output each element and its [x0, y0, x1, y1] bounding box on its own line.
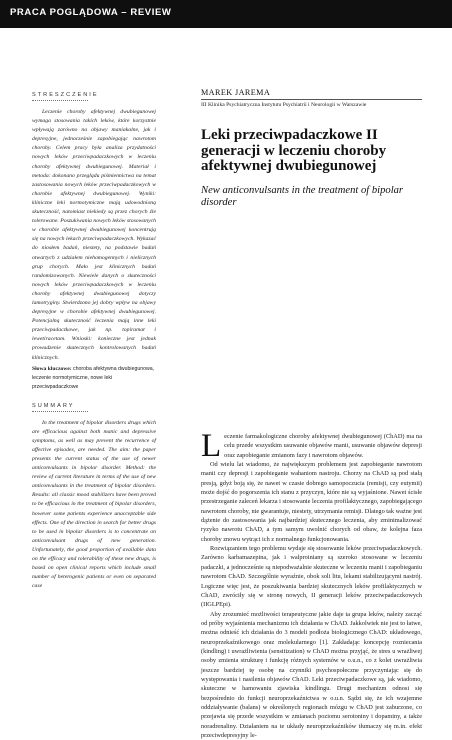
body-paragraph-1: [201, 428, 422, 464]
abstract-en-heading: SUMMARY: [32, 403, 88, 412]
abstract-pl-heading: STRESZCZENIE: [32, 92, 88, 101]
body-paragraph-2: Od wielu lat wiadomo, że największym problemem jest zapobieganie nawrotom manii czy depresji i zapobieganie wahaniom nastroju. Chorzy na ChAD są pod stałą presją, gdyż boją się, że nawet w czasie dobrego samopoczucia (remisji, czy eutymii) może dojść do pogorszenia ich stanu z przyczyn, które nie są wyjaśnione. Nawet ścisłe przestrzeganie zaleceń lekarza i stosowanie leczenia profilaktycznego, zapobiegającego nawrotom choroby, nie gwarantuje, niestety, utrzymania remisji. Dlatego tak ważne jest dążenie do zastosowania jak najbardziej skutecznego leczenia, aby zminimalizować ryzyko nawrotu ChAD, a tym samym uwolnić chorych od obaw, że kolejna faza choroby znowu wytrąci ich z normalnego funkcjonowania.: [201, 461, 422, 543]
body-paragraph-1-text: eczenie farmakologiczne choroby afektywnej dwubiegunowej (ChAD) ma na celu przede wszystkim usuwanie objawów manii, usuwanie objawów depresji oraz zapobieganie zmianom fazy i nawrotom objawów.: [224, 433, 422, 459]
article-body: [201, 428, 422, 740]
keywords-label: Słowa kluczowe:: [32, 365, 72, 372]
keywords: [32, 365, 156, 392]
body-paragraph-3: Rozwiązaniem tego problemu wydaje się stosowanie leków przeciwpadaczkowych. Zarówno karbamazepina, jak i walproiniany są szeroko stosowane w leczeniu padaczki, a jednocześnie są niepodważalnie skuteczne w leczeniu manii i zapobieganiu nawrotom ChAD. Szczególnie wyraźnie, obok soli litu, lekami stabilizującymi nastrój. Logiczne więc jest, że poszukiwania bardziej skutecznych leków profilaktycznych w ChAD, zwróciły się w stronę nowych, II generacji leków przeciwpadaczkowych (IIGLPEpi).: [201, 545, 422, 609]
article-head: [201, 88, 422, 209]
keywords-text: choroba afektywna dwubiegunowa, leczenie normotymiczne, nowe leki przeciwpadaczkowe: [32, 365, 155, 390]
author-affiliation: III Klinika Psychiatryczna Instytutu Psychiatrii i Neurologii w Warszawie: [201, 99, 422, 108]
abstract-pl-text: Leczenie choroby afektywnej dwubiegunowej wymaga stosowania takich leków, które korzystnie wpływają zarówno na objawy maniakalne, jak i depresyjne, jednocześnie zapobiegając nawrotom choroby. Celem pracy była analiza przydatności nowych leków przeciwpadaczkowych w leczeniu choroby afektywnej dwubiegunowej. Materiał i metoda: dokonano przeglądu piśmiennictwa na temat zastosowania nowych leków przeciwpadaczkowych w chorobie afektywnej dwubiegunowej. Wyniki: kliniczne leki normotymiczne mają udowodnioną skuteczność, natomiast niekiedy są przez chorych źle tolerowane. Poszukiwania nowych leków stosowanych w chorobie afektywnej dwubiegunowej koncentrują się na nowych lekach przeciwpadaczkowych. Wykazać do niosłem badań, niestety, na podstawie badań otwartych z udziałem niehomogennych i nielicznych grup chorych. Mało jest klinicznych badań randomizowanych. Niewiele danych o skuteczności nowych leków przeciwpadaczkowych w leczeniu choroby afektywnej dwubiegunowej dotyczy lamotryginy. Stwierdzono jej dobry wpływ na objawy depresyjne w chorobie afektywnej dwubiegunowej. Potencjalną skuteczność leczenia mają inne leki przeciwpadaczkowe, jak np. topiramat i lewetiracetam. Wnioski: konieczne jest jednak prowadzenie skutecznych kontrolowanych badań klinicznych.: [32, 109, 156, 361]
body-paragraph-4: Aby zrozumieć możliwości terapeutyczne jakie daje ta grupa leków, należy zacząć od próby wyjaśnienia mechanizmu ich działania w ChAD. Jakkolwiek nie jest to łatwe, można odnieść ich działania do 3 modeli podłoża biologicznego ChAD: układowego, neuroprzekaźnikowego oraz molekularnego [1]. Zakładając koncepcję rozniecania (kindling) i uwrażliwienia (sensitization) w ChAD można przyjąć, że stres u wrażliwej osoby zmienia strukturę i funkcję różnych systemów w o.u.n., co z kolei uwrażliwia jeszcze bardziej tę osobę na czynniki psychospołeczne przyczyniając się do występowania i nasilenia objawów ChAD. Leki przeciwpadaczkowe są, jak wiadomo, skuteczne w hamowaniu zjawiska kindlingu. Drugi mechanizm odnosi się bezpośrednio do funkcji neuroprzekaźnictwa w o.u.n. Sądzi się, że ich wzajemne oddziaływanie (balans) w określonych regionach mózgu w ChAD jest zaburzone, co przejawia się przede wszystkim w zmianach poziomu serotoniny i dopaminy, a także noradrenaliny. Działaniem na te układy neuroprzekaźników tłumaczy się m.in. efekt przeciwdepresyjny le-: [201, 610, 422, 739]
dropcap: L: [201, 428, 222, 464]
article-title-en: New anticonvulsants in the treatment of bipolar disorder: [201, 184, 404, 208]
section-header-bar: [0, 0, 452, 28]
author-name: MAREK JAREMA: [201, 88, 271, 97]
section-label: PRACA POGLĄDOWA – REVIEW: [10, 7, 172, 18]
abstract-en-text: In the treatment of bipolar disorders drugs which are efficacious against both manic and depressive symptoms, as well as may prevent the recurrence of affective episodes, are needed. The aim: the paper presents the current status of the use of newer anticonvulsants in bipolar disorder. Method: the review of current literature in terms of the use of new anticonvulsants in the treatment of bipolar disorders. Results: all classic mood stabilizers have been proved to be efficacious in the treatment of bipolar disorders, however some patients experience unacceptable side effects. One of the direction in search for better drugs to be used in bipolar disorders is to concentrate on anticonvulsant drugs of new generation. Unfortunately, the good proportion of available data on the efficacy and tolerability of these new drugs, is based on open clinical reports which include small number of heterogenic patients or even on separated case: [32, 419, 156, 590]
abstract-column: [32, 92, 156, 591]
article-title-pl: Leki przeciwpadaczkowe II generacji w leczeniu choroby afektywnej dwubiegunowej: [201, 127, 387, 174]
